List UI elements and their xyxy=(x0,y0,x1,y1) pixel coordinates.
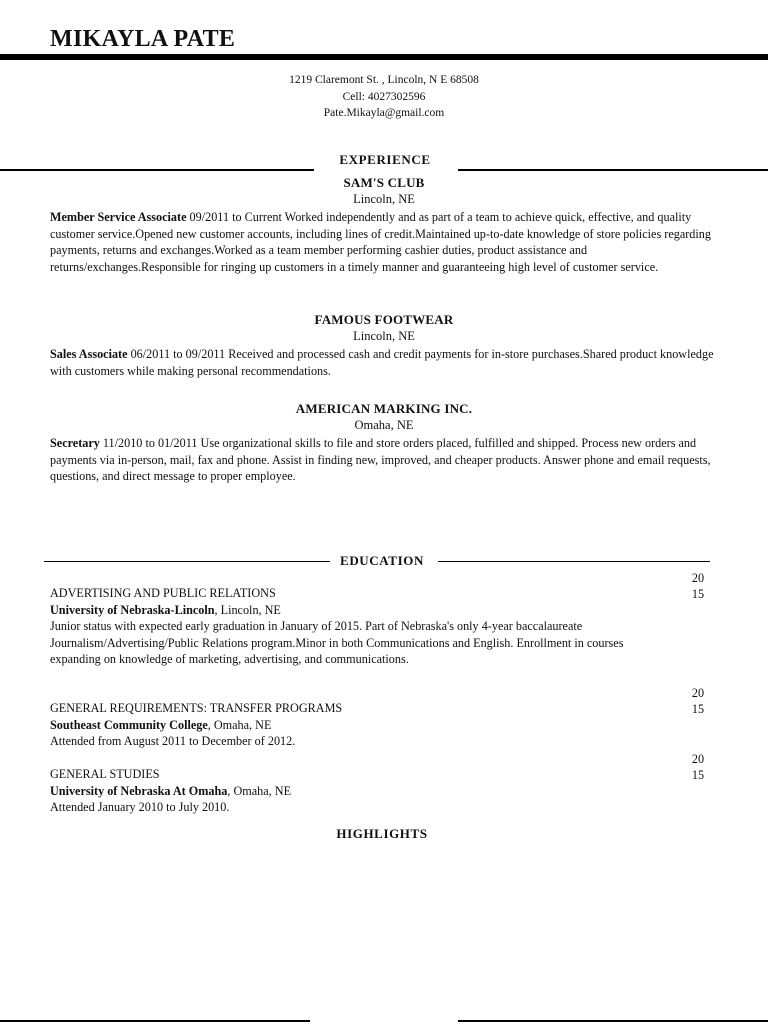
experience-divider-left xyxy=(0,169,314,171)
job-location: Omaha, NE xyxy=(354,418,414,432)
phone: Cell: 4027302596 xyxy=(342,90,426,103)
job-title: Member Service Associate xyxy=(50,210,187,224)
education-degree: GENERAL REQUIREMENTS: TRANSFER PROGRAMS xyxy=(50,701,343,715)
education-year: 20 15 xyxy=(691,571,705,601)
education-entry xyxy=(50,700,650,750)
education-year: 20 15 xyxy=(691,686,705,716)
job-details: 09/2011 to Current Worked independently and as part of a team to achieve quick, effective, and quality customer service.Opened new customer accounts, including lines of credit.Maintained up-to-date knowledge of store policies regarding payments, returns and exchanges.Worked as a team member performing cashier duties, product assistance and returns/exchanges.Responsible for ringing up customers in a timely manner and guaranteeing high level of customer service. xyxy=(50,210,711,274)
job-description xyxy=(50,435,720,485)
education-entry xyxy=(50,585,650,668)
education-school: University of Nebraska At Omaha xyxy=(50,783,228,798)
education-divider-left xyxy=(44,561,330,562)
education-location: , Lincoln, NE xyxy=(214,602,281,617)
education-degree: GENERAL STUDIES xyxy=(50,767,160,781)
education-school: University of Nebraska-Lincoln xyxy=(50,602,215,617)
experience-divider-right xyxy=(458,169,768,171)
education-school-line xyxy=(50,717,650,734)
job-company: AMERICAN MARKING INC. xyxy=(295,401,473,416)
experience-heading: EXPERIENCE xyxy=(339,152,431,167)
candidate-name: MIKAYLA PATE xyxy=(50,26,236,52)
highlights-heading: HIGHLIGHTS xyxy=(336,826,428,841)
education-degree: ADVERTISING AND PUBLIC RELATIONS xyxy=(50,586,276,600)
email: Pate.Mikayla@gmail.com xyxy=(323,107,445,119)
job-details: 11/2010 to 01/2011 Use organizational skills to file and store orders placed, fulfilled and shipped. Process new orders and payments via in-person, mail, fax and phone. Assist in finding new, improved, and cheaper products. Answer phone and email requests, questions, and direct message to proper employee. xyxy=(50,436,711,483)
education-location: , Omaha, NE xyxy=(207,717,272,732)
bottom-divider-right xyxy=(458,1020,768,1022)
education-school: Southeast Community College xyxy=(50,717,208,732)
job-title: Sales Associate xyxy=(50,347,128,361)
education-school-line xyxy=(50,783,650,800)
education-detail: expanding on knowledge of marketing, advertising, and communications. xyxy=(50,652,409,666)
address: 1219 Claremont St. , Lincoln, N E 68508 xyxy=(289,74,479,86)
job-details: 06/2011 to 09/2011 Received and processed cash and credit payments for in-store purchases.Shared product knowledge with customers while making personal recommendations. xyxy=(50,347,714,378)
job-company: FAMOUS FOOTWEAR xyxy=(314,312,454,327)
job-description xyxy=(50,209,720,275)
job-location: Lincoln, NE xyxy=(353,192,415,206)
education-school-line xyxy=(50,602,650,619)
job-location: Lincoln, NE xyxy=(353,329,415,343)
education-detail: Journalism/Advertising/Public Relations program.Minor in both Communications and English. Enrollment in courses xyxy=(50,635,624,650)
education-entry xyxy=(50,766,650,816)
job-company: SAM'S CLUB xyxy=(343,175,425,190)
education-detail: Attended from August 2011 to December of 2012. xyxy=(50,734,296,748)
education-detail: Attended January 2010 to July 2010. xyxy=(50,800,230,814)
education-heading: EDUCATION xyxy=(340,553,424,568)
job-description xyxy=(50,346,720,379)
contact-info xyxy=(0,72,768,122)
job-title: Secretary xyxy=(50,436,100,450)
education-detail: Junior status with expected early graduation in January of 2015. Part of Nebraska's only 4-year baccalaureate xyxy=(50,619,583,633)
bottom-divider-left xyxy=(0,1020,310,1022)
education-location: , Omaha, NE xyxy=(227,783,292,798)
education-divider-right xyxy=(438,561,710,562)
header-divider xyxy=(0,54,768,60)
education-year: 20 15 xyxy=(691,752,705,782)
